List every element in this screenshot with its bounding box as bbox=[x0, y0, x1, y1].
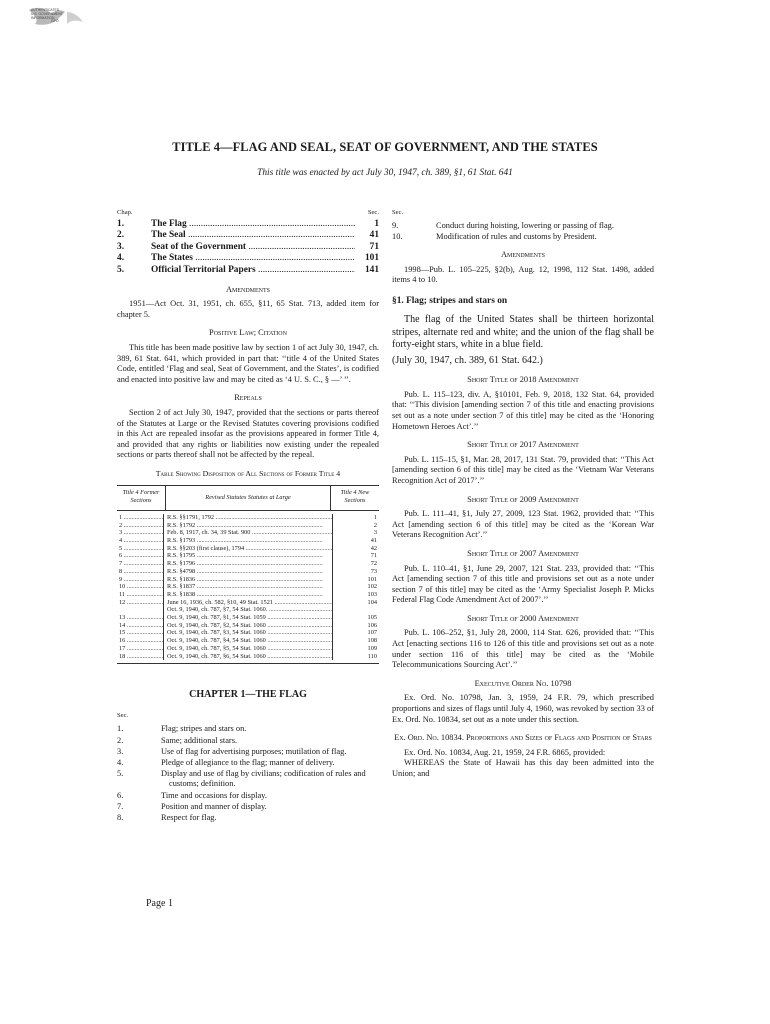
statute-cell: R.S. §1792 ..... bbox=[164, 522, 333, 530]
new-section-cell: 109 bbox=[367, 644, 377, 652]
table-row bbox=[117, 583, 379, 591]
statute-cell: Oct. 9, 1940, ch. 787, §6, 54 Stat. 1060 ..... bbox=[164, 653, 333, 661]
chapter-list bbox=[117, 219, 379, 277]
left-column bbox=[117, 208, 379, 824]
section-title: Use of flag for advertising purposes; mutilation of flag. bbox=[161, 746, 347, 756]
new-section-cell: 103 bbox=[367, 590, 377, 598]
note-text: Pub. L. 106–252, §1, July 28, 2000, 114 Stat. 626, provided that: ‘‘This Act [enacting sections 116 to 126 of this title and provisions set out as a note under section 116 of this title] may be cited as the ‘Mobile Telecommunications Sourcing Act’.’’ bbox=[392, 628, 654, 670]
new-section-cell: 3 bbox=[373, 529, 377, 537]
former-section-cell: 18 ..... bbox=[117, 653, 164, 661]
section-title: Time and occasions for display. bbox=[161, 790, 267, 800]
section-list-item bbox=[117, 802, 379, 812]
new-section-cell: 1 bbox=[373, 513, 377, 521]
new-section-cell: 71 bbox=[370, 552, 377, 560]
table-row bbox=[117, 653, 379, 661]
chapter-name: The Flag ..... bbox=[151, 219, 355, 231]
table-row bbox=[117, 576, 379, 584]
new-section-cell: 108 bbox=[367, 637, 377, 645]
section-number: 2. bbox=[117, 735, 124, 745]
section-list-item bbox=[117, 758, 379, 768]
statute-cell: R.S. §1793 ..... bbox=[164, 537, 333, 545]
new-section-cell: 105 bbox=[367, 614, 377, 622]
table-row bbox=[117, 537, 379, 545]
chapter-list-header bbox=[117, 208, 379, 219]
former-section-cell: 15 ..... bbox=[117, 629, 164, 637]
table-body bbox=[117, 511, 379, 663]
former-section-cell: 7 ..... bbox=[117, 560, 164, 568]
statute-cell: R.S. §1836 ..... bbox=[164, 576, 333, 584]
section-title: Same; additional stars. bbox=[161, 735, 238, 745]
former-section-cell: 2 ..... bbox=[117, 522, 164, 530]
statute-cell: Oct. 9, 1940, ch. 787, §5, 54 Stat. 1060 ..... bbox=[164, 645, 333, 653]
table-row bbox=[117, 591, 379, 599]
chap-column-label: Chap. bbox=[117, 209, 133, 216]
former-section-cell: 12 ..... bbox=[117, 599, 164, 607]
table-row bbox=[117, 560, 379, 568]
note-heading: Short Title of 2000 Amendment bbox=[467, 613, 579, 623]
statute-cell: Oct. 9, 1940, ch. 787, §3, 54 Stat. 1060 ..... bbox=[164, 629, 333, 637]
sec-column-label: Sec. bbox=[367, 209, 379, 216]
table-row bbox=[117, 545, 379, 553]
chapter-section: 1 bbox=[374, 218, 379, 229]
disposition-table bbox=[117, 485, 379, 664]
section-number: 3. bbox=[117, 746, 124, 756]
statute-cell: R.S. §1796 ..... bbox=[164, 560, 333, 568]
statute-cell: Oct. 9, 1940, ch. 787, §1, 54 Stat. 1059 ..... bbox=[164, 614, 333, 622]
former-section-cell: 3 ..... bbox=[117, 529, 164, 537]
chapter-1-section-list bbox=[117, 724, 379, 823]
positive-law-heading: Positive Law; Citation bbox=[209, 328, 287, 338]
chapter-item bbox=[117, 242, 379, 254]
table-row bbox=[117, 645, 379, 653]
section-1-citation: (July 30, 1947, ch. 389, 61 Stat. 642.) bbox=[392, 354, 543, 366]
section-number: 10. bbox=[392, 231, 403, 241]
right-column bbox=[392, 208, 654, 780]
new-section-cell: 41 bbox=[370, 536, 377, 544]
sec-label: Sec. bbox=[392, 209, 404, 216]
section-list-item bbox=[117, 769, 379, 789]
note-heading: Executive Order No. 10798 bbox=[474, 678, 572, 688]
table-row bbox=[117, 614, 379, 622]
new-section-cell: 110 bbox=[367, 652, 377, 660]
note-heading: Short Title of 2017 Amendment bbox=[467, 440, 579, 450]
section-list-item bbox=[117, 724, 379, 734]
section-list-item bbox=[117, 791, 379, 801]
chapter-item bbox=[117, 230, 379, 242]
new-section-cell: 104 bbox=[367, 598, 377, 606]
section-number: 4. bbox=[117, 758, 124, 768]
former-section-cell: 11 ..... bbox=[117, 591, 164, 599]
note-text: Ex. Ord. No. 10798, Jan. 3, 1959, 24 F.R. 79, which prescribed proportions and sizes of flags until July 4, 1960, was revoked by section 33 of Ex. Ord. No. 10834, set out as a note under this section. bbox=[392, 693, 654, 724]
chapter-name: Seat of the Government ..... bbox=[151, 242, 355, 254]
former-section-cell: 17 ..... bbox=[117, 645, 164, 653]
chapter-section: 71 bbox=[369, 241, 379, 252]
whereas-clause: WHEREAS the State of Hawaii has this day been admitted into the Union; and bbox=[392, 758, 654, 778]
page-number: Page 1 bbox=[146, 898, 173, 909]
former-section-cell: 8 ..... bbox=[117, 568, 164, 576]
chapter-number: 4. bbox=[117, 253, 125, 264]
former-section-cell: 1 ..... bbox=[117, 514, 164, 522]
table-row bbox=[117, 606, 379, 614]
statute-cell: Feb. 8, 1917, ch. 34, 39 Stat. 900 ..... bbox=[164, 529, 333, 537]
note-heading: Short Title of 2009 Amendment bbox=[467, 494, 579, 504]
chapter-number: 3. bbox=[117, 241, 125, 252]
statute-cell: Oct. 9, 1940, ch. 787, §7, 54 Stat. 1060. ..... bbox=[164, 606, 333, 614]
note-text: Pub. L. 115–15, §1, Mar. 28, 2017, 131 Stat. 79, provided that: ‘‘This Act [amending section 6 of this title] may be cited as the ‘Vietnam War Veterans Recognition Act of 2017’.’’ bbox=[392, 454, 654, 485]
section-title: Flag; stripes and stars on. bbox=[161, 724, 247, 734]
section-title: Display and use of flag by civilians; codification of rules and customs; definition. bbox=[161, 769, 366, 789]
section-1-text: The flag of the United States shall be thirteen horizontal stripes, alternate red and white; and the union of the flag shall be forty-eight stars, white in a blue field. bbox=[392, 314, 654, 350]
former-section-cell: 9 ..... bbox=[117, 576, 164, 584]
table-row bbox=[117, 568, 379, 576]
statute-cell: R.S. §§203 (first clause), 1794 ..... bbox=[164, 545, 333, 553]
new-section-cell: 101 bbox=[367, 575, 377, 583]
note-heading: Short Title of 2007 Amendment bbox=[467, 548, 579, 558]
statute-cell: R.S. §1838 ..... bbox=[164, 591, 333, 599]
seal-line-4: GPO bbox=[51, 19, 59, 24]
amendments-heading: Amendments bbox=[225, 284, 271, 294]
table-row bbox=[117, 629, 379, 637]
seal-line-3: INFORMATION bbox=[31, 15, 55, 20]
header-new-sections: Title 4 New Sections bbox=[340, 489, 370, 505]
section-number: 7. bbox=[117, 801, 124, 811]
section-list-item bbox=[117, 736, 379, 746]
gpo-authenticated-seal bbox=[27, 6, 85, 32]
new-section-cell: 73 bbox=[370, 567, 377, 575]
section-title: Pledge of allegiance to the flag; manner of delivery. bbox=[161, 758, 335, 768]
section-1-heading: §1. Flag; stripes and stars on bbox=[392, 295, 508, 306]
chapter-section: 41 bbox=[369, 230, 379, 241]
former-section-cell: 5 ..... bbox=[117, 545, 164, 553]
note-heading: Ex. Ord. No. 10834. Proportions and Sizes of Flags and Position of Stars bbox=[394, 733, 652, 743]
note-text: Pub. L. 111–41, §1, July 27, 2009, 123 Stat. 1962, provided that: ‘‘This Act [amending section 6 of this title] may be cited as the ‘Korean War Veterans Recognition Act’.’’ bbox=[392, 509, 654, 540]
section-list-item bbox=[117, 747, 379, 757]
new-section-cell bbox=[333, 606, 379, 614]
table-row bbox=[117, 637, 379, 645]
new-section-cell: 72 bbox=[370, 560, 377, 568]
statute-cell: R.S. §1837 ..... bbox=[164, 583, 333, 591]
chapter-section: 141 bbox=[364, 264, 379, 275]
chapter-name: Official Territorial Papers ..... bbox=[151, 265, 355, 277]
section-number: 5. bbox=[117, 769, 124, 779]
new-section-cell: 2 bbox=[373, 521, 377, 529]
enactment-note: This title was enacted by act July 30, 1947, ch. 389, §1, 61 Stat. 641 bbox=[257, 168, 513, 178]
repeals-text: Section 2 of act July 30, 1947, provided that the sections or parts thereof of the Statutes at Large or the Revised Statutes covering provisions codified in this Act are repealed insofar as the provisions appeared in former Title 4, and provided that any rights or liabilities now existing under the repealed sections or parts thereof shall not be affected by the repeal. bbox=[117, 407, 379, 460]
note-heading: Short Title of 2018 Amendment bbox=[467, 375, 579, 385]
table-row bbox=[117, 599, 379, 607]
seal-line-1: AUTHENTICATED bbox=[31, 8, 60, 12]
positive-law-text: This title has been made positive law by section 1 of act July 30, 1947, ch. 389, 61 Stat. 641, which provided in part that: ‘‘title 4 of the United States Code, entitled ‘Flag and seal, Seat of Government, and the States’, is codified and enacted into positive law and may be cited as ‘4 U. S. C., § —’ ’’. bbox=[117, 342, 379, 384]
title-heading: TITLE 4—FLAG AND SEAL, SEAT OF GOVERNMENT, AND THE STATES bbox=[172, 140, 598, 154]
section-1-notes bbox=[392, 375, 654, 758]
former-section-cell: 10 ..... bbox=[117, 583, 164, 591]
table-header bbox=[117, 486, 379, 510]
section-title: Respect for flag. bbox=[161, 813, 217, 823]
sec-label: Sec. bbox=[117, 711, 129, 719]
table-row bbox=[117, 622, 379, 630]
new-section-cell: 102 bbox=[367, 583, 377, 591]
chapter-item bbox=[117, 265, 379, 277]
chapter-number: 5. bbox=[117, 264, 125, 275]
amendments-heading: Amendments bbox=[500, 250, 546, 259]
header-former-sections: Title 4 Former Sections bbox=[117, 486, 166, 509]
former-section-cell: 14 ..... bbox=[117, 622, 164, 630]
chapter-item bbox=[117, 219, 379, 231]
section-number: 1. bbox=[117, 724, 124, 734]
chapter-section: 101 bbox=[364, 253, 379, 264]
chapter-item bbox=[117, 253, 379, 265]
former-section-cell: 13 ..... bbox=[117, 614, 164, 622]
chapter-name: The States ..... bbox=[151, 253, 355, 265]
table-row bbox=[117, 514, 379, 522]
statute-cell: Oct. 9, 1940, ch. 787, §4, 54 Stat. 1060 ..... bbox=[164, 637, 333, 645]
new-section-cell: 106 bbox=[367, 621, 377, 629]
former-section-cell: 16 ..... bbox=[117, 637, 164, 645]
section-number: 6. bbox=[117, 790, 124, 800]
chapter-1-heading: CHAPTER 1—THE FLAG bbox=[189, 689, 307, 701]
table-row bbox=[117, 529, 379, 537]
chapter-number: 2. bbox=[117, 230, 125, 241]
section-list-item bbox=[392, 232, 654, 242]
statute-cell: June 16, 1936, ch. 582, §10, 49 Stat. 1521 ..... bbox=[164, 599, 333, 607]
section-title: Conduct during hoisting, lowering or passing of flag. bbox=[436, 220, 614, 230]
table-row bbox=[117, 552, 379, 560]
header-statutes: Revised Statutes Statutes at Large bbox=[166, 486, 331, 509]
former-section-cell: 4 ..... bbox=[117, 537, 164, 545]
amendments-text: 1998—Pub. L. 105–225, §2(b), Aug. 12, 1998, 112 Stat. 1498, added items 4 to 10. bbox=[392, 264, 654, 285]
new-section-cell: 107 bbox=[367, 629, 377, 637]
section-list-item bbox=[392, 221, 654, 231]
chapter-name: The Seal ..... bbox=[151, 230, 355, 242]
disposition-table-title: Table Showing Disposition of All Sections of Former Title 4 bbox=[155, 468, 341, 478]
repeals-heading: Repeals bbox=[234, 393, 262, 403]
statute-cell: R.S. §4798 ..... bbox=[164, 568, 333, 576]
seal-line-2: U.S. GOVERNMENT bbox=[31, 11, 63, 16]
former-section-cell: 6 ..... bbox=[117, 552, 164, 560]
note-text: Pub. L. 110–41, §1, June 29, 2007, 121 Stat. 233, provided that: ‘‘This Act [amending section 7 of this title and provisions set out as a note under section 7 of this title] may be cited as the ‘Army Specialist Joseph P. Micks Federal Flag Code Amendment Act of 2007’.’’ bbox=[392, 563, 654, 605]
section-list-item bbox=[117, 813, 379, 823]
table-row bbox=[117, 522, 379, 530]
statute-cell: R.S. §§1791, 1792 ..... bbox=[164, 514, 333, 522]
section-title: Modification of rules and customs by President. bbox=[436, 231, 597, 241]
section-number: 9. bbox=[392, 220, 399, 230]
note-text: Ex. Ord. No. 10834, Aug. 21, 1959, 24 F.R. 6865, provided: bbox=[404, 747, 606, 757]
section-number: 8. bbox=[117, 813, 124, 823]
chapter-number: 1. bbox=[117, 218, 125, 229]
statute-cell: R.S. §1795 ..... bbox=[164, 552, 333, 560]
note-text: Pub. L. 115–123, div. A, §10101, Feb. 9, 2018, 132 Stat. 64, provided that: ‘‘This division [amending section 7 of this title and enacting provisions set out as a note under section 7 of this title] may be cited as the ‘Honoring Hometown Heroes Act’.’’ bbox=[392, 389, 654, 431]
section-title: Position and manner of display. bbox=[161, 801, 267, 811]
new-section-cell: 42 bbox=[370, 544, 377, 552]
amendments-text: 1951—Act Oct. 31, 1951, ch. 655, §11, 65 Stat. 713, added item for chapter 5. bbox=[117, 299, 379, 319]
statute-cell: Oct. 9, 1940, ch. 787, §2, 54 Stat. 1060 ..... bbox=[164, 622, 333, 630]
former-section-cell bbox=[117, 606, 164, 614]
